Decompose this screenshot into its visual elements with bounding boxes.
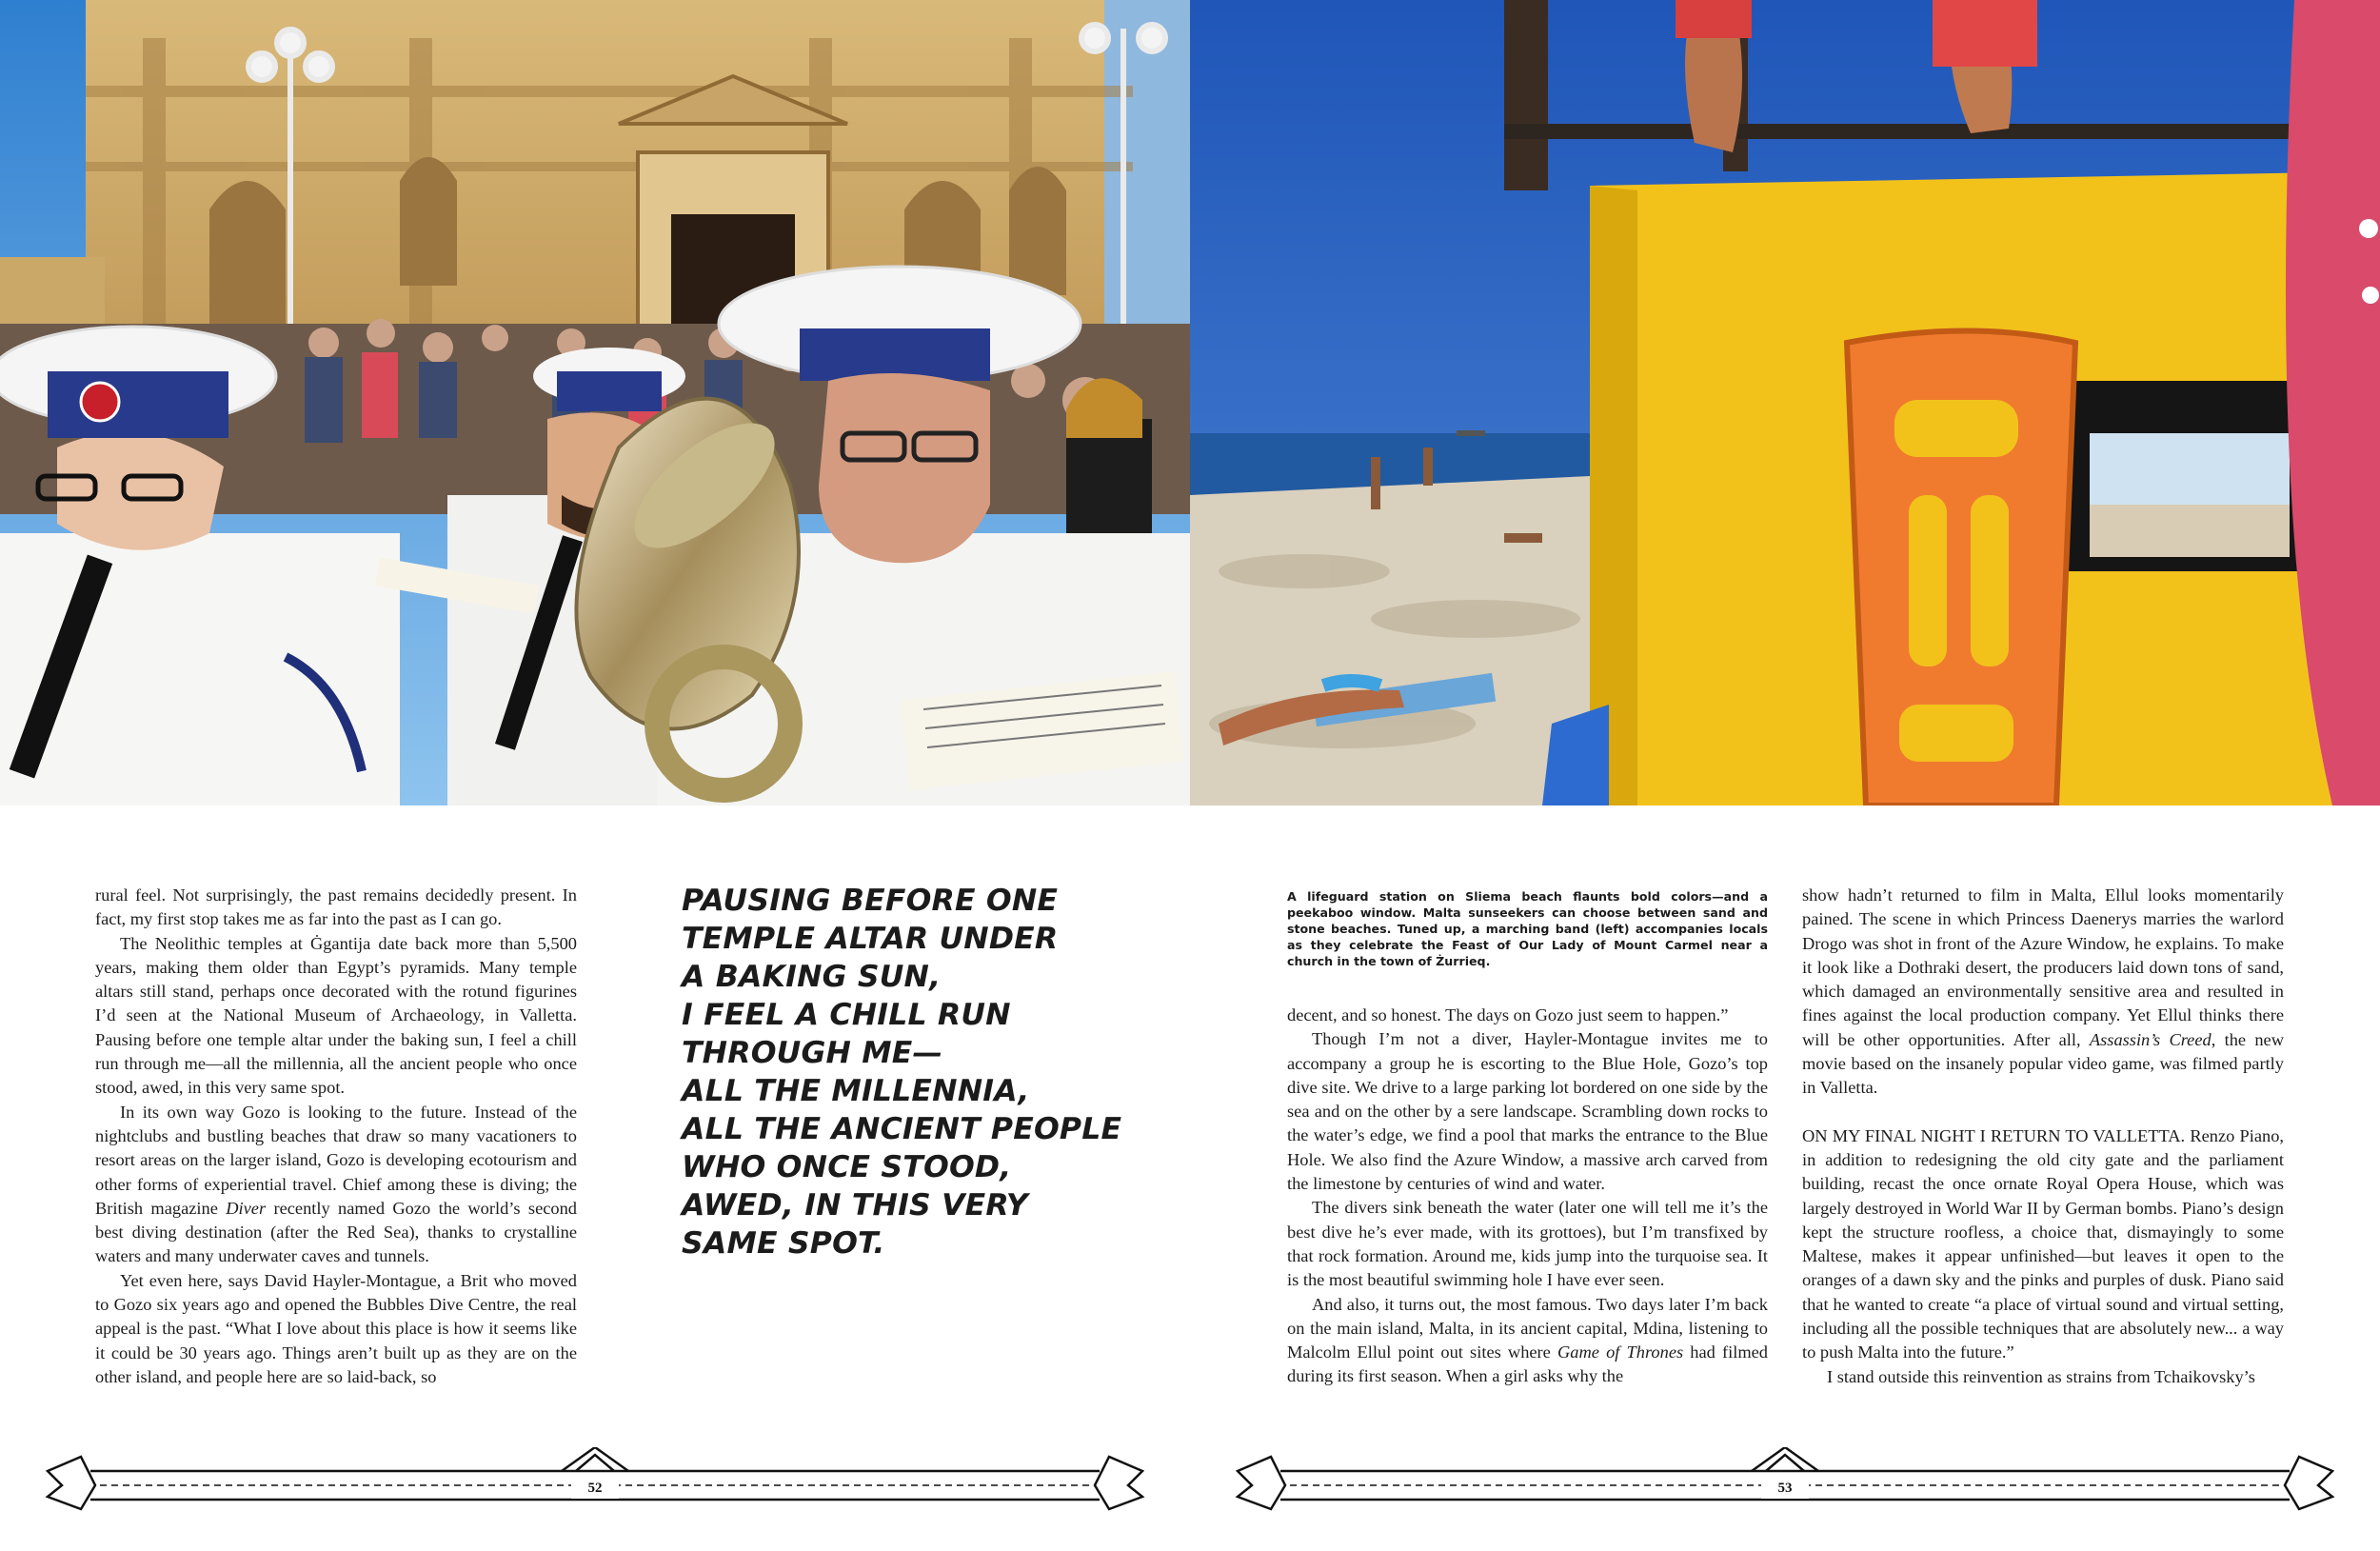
page-number: 53 <box>1777 1481 1793 1496</box>
page-footer-left <box>43 1447 1147 1514</box>
pull-quote-line: A BAKING SUN, <box>682 960 942 994</box>
pull-quote-line: I FEEL A CHILL RUN <box>682 998 1011 1032</box>
page-footer-right <box>1233 1447 2337 1514</box>
text-run: , the new movie based on the insanely popular video game, was filmed partly in Valletta. <box>1802 1029 2284 1098</box>
pull-quote-line: TEMPLE ALTAR UNDER <box>682 922 1059 956</box>
pull-quote <box>682 882 1129 1263</box>
page-number: 52 <box>587 1481 603 1496</box>
pull-quote-line: SAME SPOT. <box>682 1226 885 1261</box>
magazine-title: Diver <box>226 1198 267 1218</box>
pull-quote-line: WHO ONCE STOOD, <box>682 1150 1012 1184</box>
text-run: recently named Gozo the world’s second best diving destination (after the Red Sea), thanks to crystalline waters and many underwater caves and tunnels. <box>95 1198 577 1266</box>
pull-quote-line: ALL THE MILLENNIA, <box>682 1074 1030 1108</box>
text-run: show hadn’t returned to film in Malta, Ellul looks momentarily pained. The scene in which Princess Daenerys marries the warlord Drogo was shot in front of the Azure Window, he explains. To make it look like a Dothraki desert, the producers laid down tons of sand, which damaged an environmentally sensitive area and resulted in fines against the local production company. Yet Ellul thinks there will be other opportunities. After all, <box>1802 885 2284 1049</box>
pull-quote-line: PAUSING BEFORE ONE <box>682 884 1059 918</box>
text-run: In its own way Gozo is looking to the future. Instead of the nightclubs and bustling beaches that draw so many vacationers to resort areas on the larger island, Gozo is developing ecotourism and other forms of experiential travel. Chief among these is diving; the British magazine <box>95 1102 577 1218</box>
pull-quote-line: ALL THE ANCIENT PEOPLE <box>682 1112 1122 1146</box>
paragraph: rural feel. Not surprisingly, the past remains decidedly present. In fact, my first stop takes me as far into the past as I can go. <box>95 885 577 929</box>
pull-quote-line: THROUGH ME— <box>682 1036 943 1070</box>
text-run: And also, it turns out, the most famous. Two days later I’m back on the main island, Malta, in its ancient capital, Mdina, listening to Malcolm Ellul point out sites where <box>1287 1294 1768 1362</box>
paragraph: The Neolithic temples at Ġgantija date back more than 5,500 years, making them older than Egypt’s pyramids. Many temple altars still stand, perhaps once decorated with the rotund figurines I’d seen at the National Museum of Archaeology, in Valletta. Pausing before one temple altar under the baking sun, I feel a chill run through me—all the millennia, all the ancient people who once stood, awed, in this very same spot. <box>95 933 577 1098</box>
pull-quote-line: AWED, IN THIS VERY <box>682 1188 1028 1223</box>
movie-title: Assassin’s Creed <box>2089 1029 2211 1049</box>
show-title: Game of Thrones <box>1557 1342 1684 1362</box>
body-column-3 <box>1287 1004 1768 1389</box>
paragraph: Though I’m not a diver, Hayler-Montague invites me to accompany a group he is escorting to the Blue Hole, Gozo’s top dive site. We drive to a large parking lot bordered on one side by the sea and on the other by a sere landscape. Scrambling down rocks to the water’s edge, we find a pool that marks the entrance to the Blue Hole. We also find the Azure Window, a massive arch carved from the limestone by centuries of wind and water. <box>1287 1029 1768 1194</box>
paragraph: The divers sink beneath the water (later one will tell me it’s the best dive he’s ever made, with its grottoes), but I’m transfixed by that rock formation. Around me, kids jump into the turquoise sea. It is the most beautiful swimming hole I have ever seen. <box>1287 1198 1768 1290</box>
photo-lifeguard-station <box>1190 0 2380 805</box>
paragraph <box>1287 1293 1768 1389</box>
body-column-1 <box>95 884 577 1389</box>
paragraph: I stand outside this reinvention as strains from Tchaikovsky’s <box>1827 1366 2255 1386</box>
paragraph: decent, and so honest. The days on Gozo just seem to happen.” <box>1287 1005 1729 1024</box>
paragraph <box>1802 884 2284 1101</box>
body-column-4 <box>1802 884 2284 1389</box>
lifeguard-station-illustration <box>1190 0 2380 805</box>
paragraph: Yet even here, says David Hayler-Montague, a Brit who moved to Gozo six years ago and opened the Bubbles Dive Centre, the real appeal is the past. “What I love about this place is how it seems like it could be 30 years ago. Things aren’t built up as they are on the other island, and people here are so laid-back, so <box>95 1270 577 1386</box>
photo-marching-band <box>0 0 1190 805</box>
text-run: had filmed during its first season. When a girl asks why the <box>1287 1342 1769 1386</box>
photo-caption: A lifeguard station on Sliema beach flaunts bold colors—and a peekaboo window. Malta sunseekers can choose between sand and stone beaches. Tuned up, a marching band (left) accompanies locals as they celebrate the Feast of Our Lady of Mount Carmel near a church in the town of Żurrieq. <box>1287 889 1768 968</box>
paragraph: ON MY FINAL NIGHT I RETURN TO VALLETTA. Renzo Piano, in addition to redesigning the old city gate and the parliament building, recast the once ornate Royal Opera House, which was largely destroyed in World War II by German bombs. Piano’s design kept the structure roofless, a choice that, dismayingly to some Maltese, makes it appear unfinished—but leaves it open to the oranges of a dawn sky and the pinks and purples of dusk. Piano said that he wanted to create “a place of virtual sound and virtual setting, including all the possible techniques that are absolutely new... a way to push Malta into the future.” <box>1802 1125 2284 1362</box>
marching-band-illustration <box>0 0 1190 805</box>
paragraph <box>95 1101 577 1269</box>
